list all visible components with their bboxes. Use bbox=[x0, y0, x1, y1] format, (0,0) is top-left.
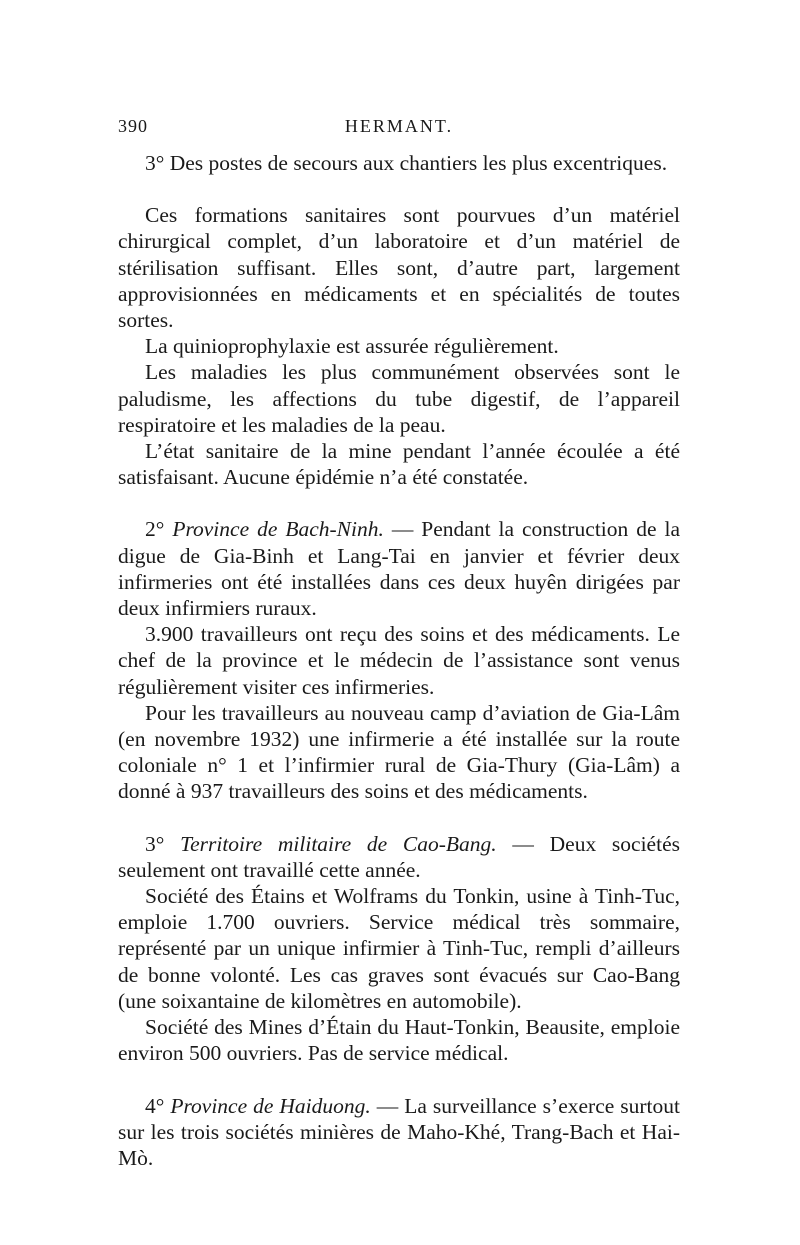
paragraph-formations-sanitaires: Ces formations sanitaires sont pourvues d’un matériel chirurgical complet, d’un laboratoire et d’un matériel de stérilisation suffisant. Elles sont, d’autre part, largement approvisionnées en médicaments et en spécialités de toutes sortes. bbox=[118, 203, 680, 333]
page-number: 390 bbox=[118, 116, 148, 136]
paragraph-maladies: Les maladies les plus communément observées sont le paludisme, les affections du tube digestif, de l’appareil respiratoire et les maladies de la peau. bbox=[118, 360, 680, 437]
section-number: 4° bbox=[145, 1093, 171, 1118]
section-number: 3° bbox=[145, 831, 181, 856]
paragraph-etains-wolframs: Société des Étains et Wolframs du Tonkin, usine à Tinh-Tuc, emploie 1.700 ouvriers. Service médical très sommaire, représenté par un unique infirmier à Tinh-Tuc, rempli d’ailleurs de bonne volonté. Les cas graves sont évacués sur Cao-Bang (une soixantaine de kilomètres en automobile). bbox=[118, 884, 680, 1013]
body-text bbox=[118, 150, 680, 1171]
paragraph-postes-secours: 3° Des postes de secours aux chantiers les plus excentriques. bbox=[145, 151, 668, 175]
section-haiduong: 4° Province de Haiduong. — La surveillance s’exerce surtout sur les trois sociétés minières de Maho-Khé, Trang-Bach et Hai-Mò. bbox=[118, 1093, 680, 1170]
paragraph-camp-aviation: Pour les travailleurs au nouveau camp d’aviation de Gia-Lâm (en novembre 1932) une infirmerie a été installée sur la route coloniale n° 1 et l’infirmier rural de Gia-Thury (Gia-Lâm) a donné à 937 travailleurs des soins et des médicaments. bbox=[118, 700, 680, 804]
section-number: 2° bbox=[145, 517, 173, 542]
section-heading: Province de Haiduong. bbox=[170, 1093, 371, 1118]
section-heading: Territoire militaire de Cao-Bang. bbox=[180, 831, 497, 856]
paragraph-etat-sanitaire: L’état sanitaire de la mine pendant l’année écoulée a été satisfaisant. Aucune épidémie n’a été constatée. bbox=[118, 439, 680, 490]
page-header bbox=[118, 116, 680, 144]
section-heading: Province de Bach-Ninh. bbox=[172, 517, 384, 542]
paragraph-travailleurs-soins: 3.900 travailleurs ont reçu des soins et des médicaments. Le chef de la province et le médecin de l’assistance sont venus régulièrement visiter ces infirmeries. bbox=[118, 622, 680, 699]
section-bach-ninh: 2° Province de Bach-Ninh. — Pendant la construction de la digue de Gia-Binh et Lang-Tai en janvier et février deux infirmeries ont été installées dans ces deux huyên dirigées par deux infirmiers ruraux. bbox=[118, 517, 680, 621]
running-title: HERMANT. bbox=[344, 116, 454, 136]
paragraph-quinioprophylaxie: La quinioprophylaxie est assurée régulièrement. bbox=[145, 334, 559, 359]
paragraph-mines-etain: Société des Mines d’Étain du Haut-Tonkin, Beausite, emploie environ 500 ouvriers. Pas de service médical. bbox=[118, 1015, 680, 1066]
section-cao-bang: 3° Territoire militaire de Cao-Bang. — Deux sociétés seulement ont travaillé cette année. bbox=[118, 831, 680, 882]
